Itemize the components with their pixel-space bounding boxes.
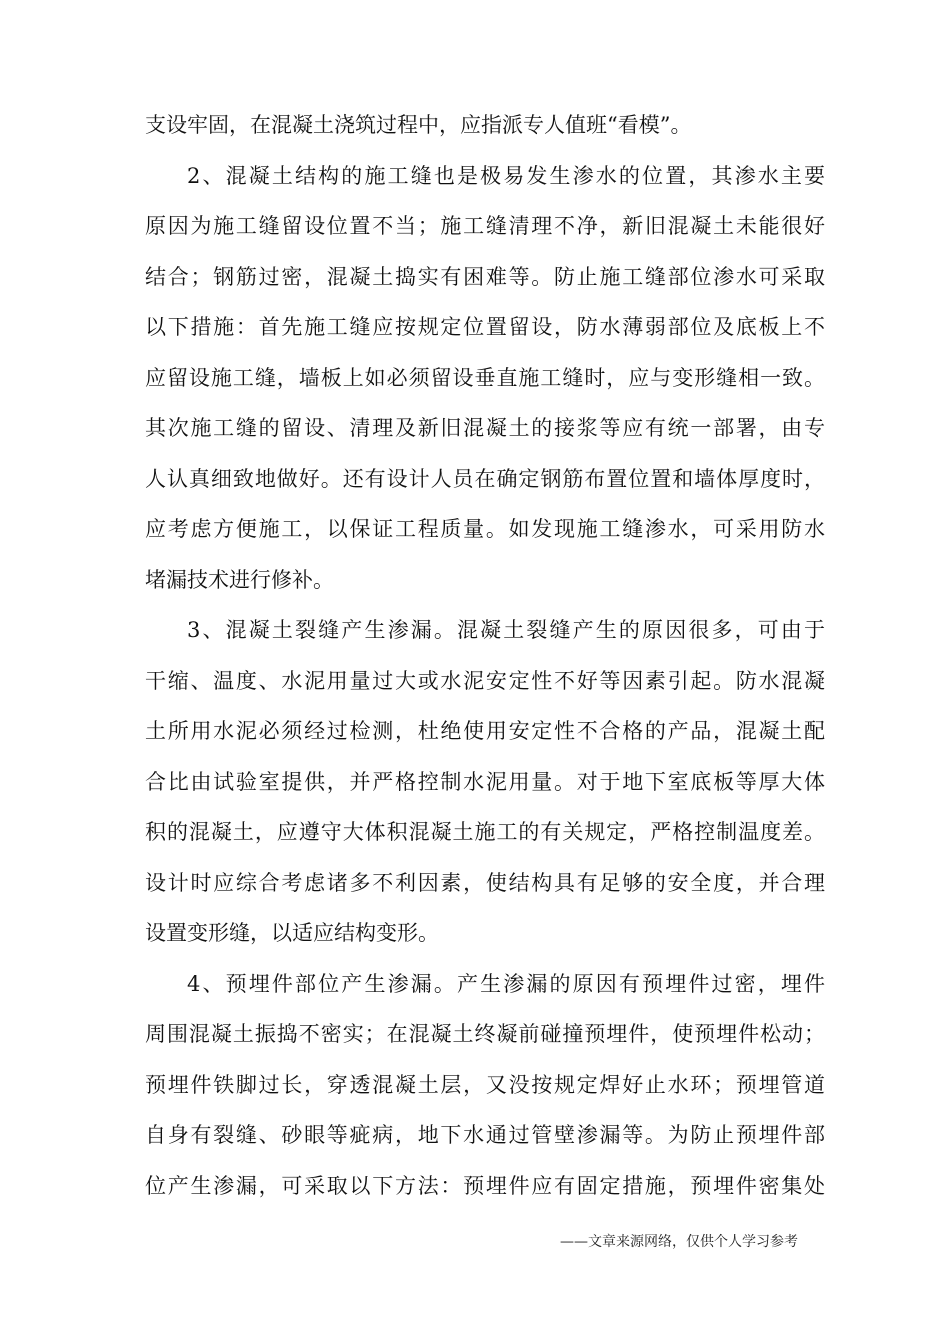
text-line-13: 土所用水泥必须经过检测，杜绝使用安定性不合格的产品，混凝土配 bbox=[145, 719, 825, 743]
text-line-21: 自身有裂缝、砂眼等疵病，地下水通过管壁渗漏等。为防止预埋件部 bbox=[145, 1123, 825, 1147]
text-line-10: 堵漏技术进行修补。 bbox=[145, 567, 334, 592]
body-text bbox=[145, 100, 825, 1211]
text-line-5: 以下措施：首先施工缝应按规定位置留设，防水薄弱部位及底板上不 bbox=[145, 315, 825, 339]
text-line-16: 设计时应综合考虑诸多不利因素，使结构具有足够的安全度，并合理 bbox=[145, 870, 825, 895]
text-line-7: 其次施工缝的留设、清理及新旧混凝土的接浆等应有统一部署，由专 bbox=[145, 416, 825, 440]
text-line-19: 周围混凝土振捣不密实；在混凝土终凝前碰撞预埋件，使预埋件松动； bbox=[145, 1022, 825, 1046]
text-line-2: 2、混凝土结构的施工缝也是极易发生渗水的位置，其渗水主要 bbox=[187, 163, 825, 188]
text-line-8: 人认真细致地做好。还有设计人员在确定钢筋布置位置和墙体厚度时， bbox=[145, 466, 825, 491]
text-line-14: 合比由试验室提供，并严格控制水泥用量。对于地下室底板等厚大体 bbox=[145, 769, 825, 794]
text-line-3: 原因为施工缝留设位置不当；施工缝清理不净，新旧混凝土未能很好 bbox=[145, 214, 825, 238]
text-line-1: 支设牢固，在混凝土浇筑过程中，应指派专人值班“看模”。 bbox=[145, 113, 692, 137]
text-line-4: 结合；钢筋过密，混凝土捣实有困难等。防止施工缝部位渗水可采取 bbox=[145, 264, 825, 289]
text-line-18: 4、预埋件部位产生渗漏。产生渗漏的原因有预埋件过密，埋件 bbox=[187, 971, 825, 996]
text-line-22: 位产生渗漏，可采取以下方法：预埋件应有固定措施，预埋件密集处 bbox=[145, 1173, 825, 1198]
text-line-9: 应考虑方便施工，以保证工程质量。如发现施工缝渗水，可采用防水 bbox=[145, 517, 825, 541]
text-line-20: 预埋件铁脚过长，穿透混凝土层，又没按规定焊好止水环；预埋管道 bbox=[145, 1072, 825, 1097]
text-line-12: 干缩、温度、水泥用量过大或水泥安定性不好等因素引起。防水混凝 bbox=[145, 668, 825, 693]
text-line-17: 设置变形缝，以适应结构变形。 bbox=[145, 921, 439, 945]
text-line-11: 3、混凝土裂缝产生渗漏。混凝土裂缝产生的原因很多，可由于 bbox=[187, 618, 825, 642]
text-line-6: 应留设施工缝，墙板上如必须留设垂直施工缝时，应与变形缝相一致。 bbox=[145, 365, 825, 390]
footer-note: ——文章来源网络，仅供个人学习参考 bbox=[560, 1234, 798, 1250]
text-line-15: 积的混凝土，应遵守大体积混凝土施工的有关规定，严格控制温度差。 bbox=[145, 820, 825, 844]
